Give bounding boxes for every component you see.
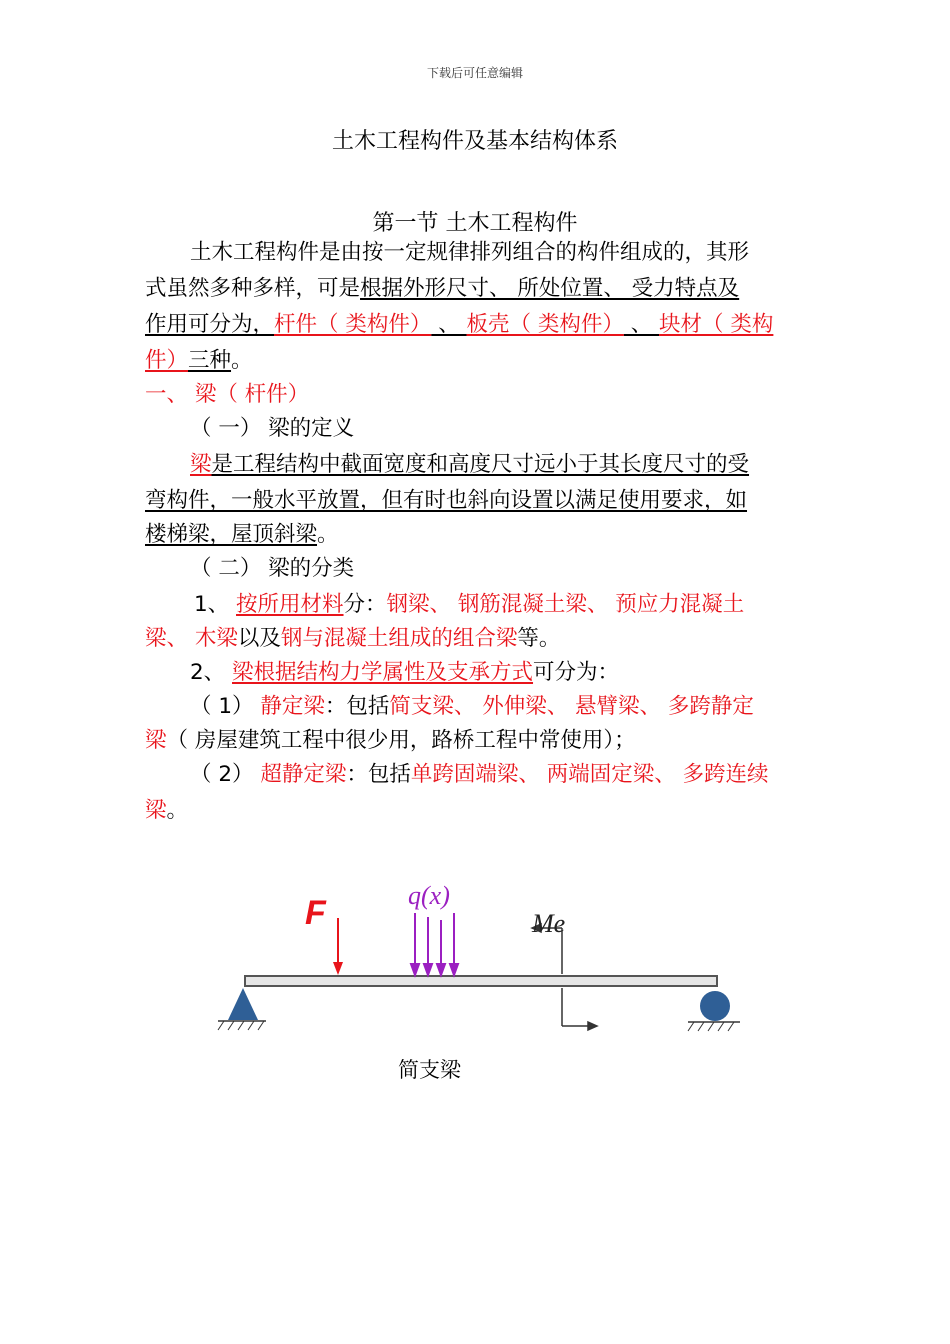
item-by-support: 2、 梁根据结构力学属性及支承方式可分为： bbox=[190, 660, 620, 685]
beam bbox=[245, 976, 717, 986]
force-label: F bbox=[305, 894, 326, 932]
material-line-1: 1、 按所用材料分：钢梁、 钢筋混凝土梁、 预应力混凝土 bbox=[194, 592, 745, 617]
subheading-classification: （ 二） 梁的分类 bbox=[190, 556, 355, 581]
intro-line-3: 作用可分为，杆件（ 类构件） 、 板壳（ 类构件） 、 块材（ 类构 bbox=[145, 312, 774, 337]
diagram-caption: 简支梁 bbox=[398, 1058, 461, 1082]
load-label: q(x) bbox=[408, 881, 450, 910]
determinate-line-1: （ 1） 静定梁：包括简支梁、 外伸梁、 悬臂梁、 多跨静定 bbox=[190, 694, 754, 719]
subheading-definition: （ 一） 梁的定义 bbox=[190, 416, 355, 441]
determinate-line-2: 梁（ 房屋建筑工程中很少用，路桥工程中常使用）； bbox=[145, 728, 636, 753]
indeterminate-line-2: 梁。 bbox=[145, 798, 189, 823]
intro-line-2: 式虽然多种多样，可是根据外形尺寸、 所处位置、 受力特点及 bbox=[145, 276, 740, 301]
definition-line-1: 梁是工程结构中截面宽度和高度尺寸远小于其长度尺寸的受 bbox=[190, 452, 750, 477]
simply-supported-beam-diagram bbox=[210, 878, 750, 1048]
pin-support bbox=[218, 988, 266, 1030]
section-title: 第一节 土木工程构件 bbox=[372, 211, 578, 236]
indeterminate-line-1: （ 2） 超静定梁：包括单跨固端梁、 两端固定梁、 多跨连续 bbox=[190, 762, 769, 787]
header-note: 下载后可任意编辑 bbox=[426, 66, 523, 80]
term-shell: 板壳（ 类构件） bbox=[466, 312, 624, 337]
distributed-load-arrows bbox=[411, 913, 458, 975]
definition-line-2: 弯构件，一般水平放置，但有时也斜向设置以满足使用要求，如 bbox=[145, 488, 748, 513]
heading-beam: 一、 梁（ 杆件） bbox=[145, 382, 310, 407]
definition-line-3: 楼梯梁，屋顶斜梁。 bbox=[145, 522, 339, 547]
document-title: 土木工程构件及基本结构体系 bbox=[331, 129, 618, 154]
term-block: 块材（ 类构 bbox=[659, 312, 774, 337]
moment-label: Me bbox=[532, 909, 566, 938]
force-arrow bbox=[333, 918, 343, 975]
roller-support bbox=[688, 991, 740, 1031]
underlined-phrase: 根据外形尺寸、 所处位置、 受力特点及 bbox=[360, 276, 740, 301]
material-line-2: 梁、 木梁以及钢与混凝土组成的组合梁等。 bbox=[145, 626, 561, 651]
intro-line-1: 土木工程构件是由按一定规律排列组合的构件组成的，其形 bbox=[190, 240, 750, 265]
term-rod: 杆件（ 类构件） bbox=[274, 312, 432, 337]
intro-line-4: 件）三种。 bbox=[145, 348, 253, 373]
